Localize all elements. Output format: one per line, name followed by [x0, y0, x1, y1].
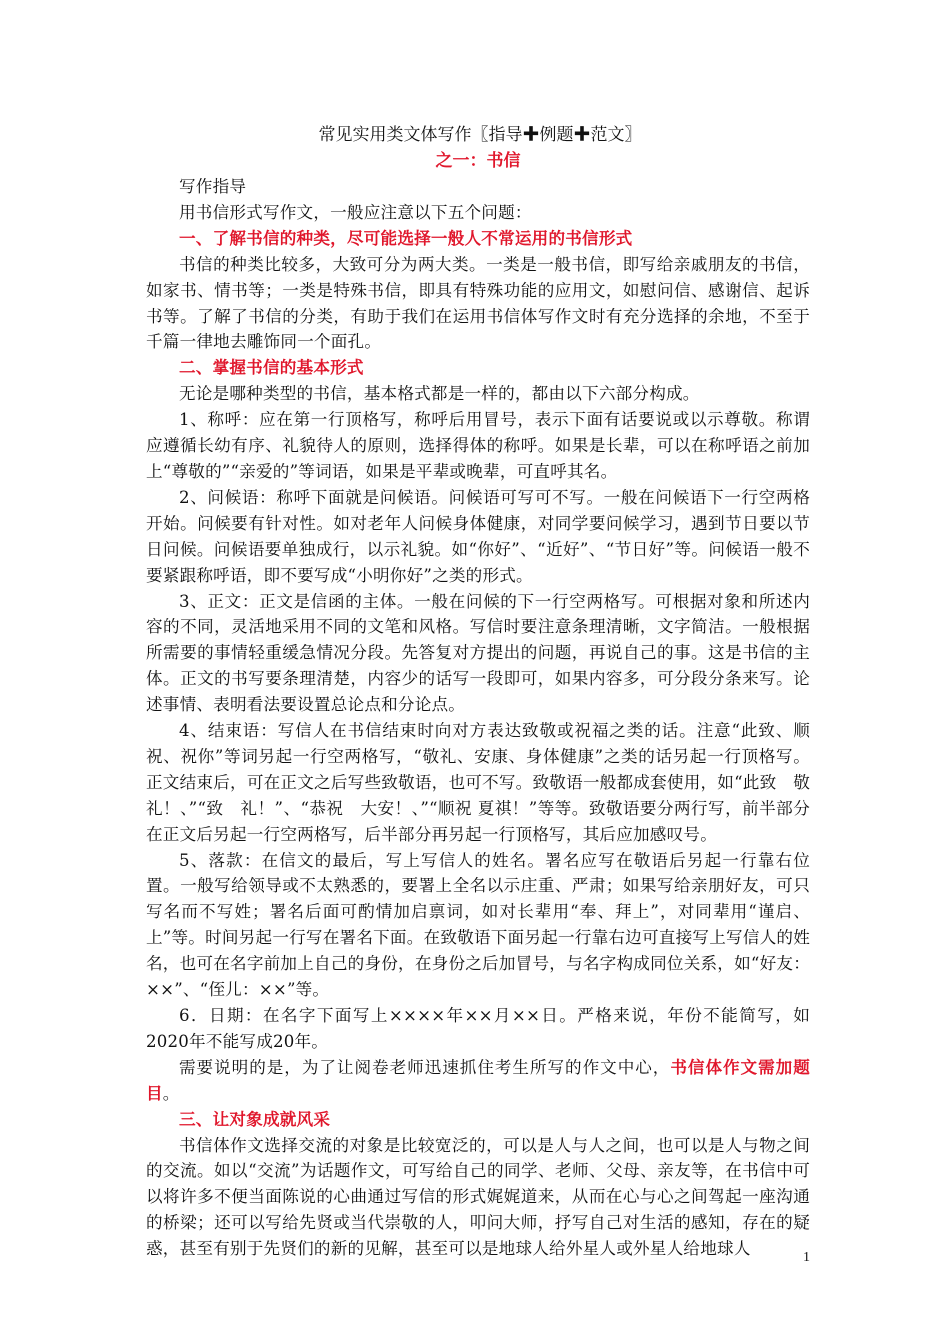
section-label: 写作指导: [179, 177, 247, 196]
paragraph-3: 书信体作文选择交流的对象是比较宽泛的，可以是人与人之间，也可以是人与物之间的交流。如以“交流”为话题作文，可写给自己的同学、老师、父母、亲友等，在书信中可以将许多不便当面陈说的心曲通过写信的形式娓娓道来，从而在心与心之间驾起一座沟通的桥梁；还可以写给先贤或当代崇敬的人，叩问大师，抒写自己对生活的感知，存在的疑惑，甚至有别于先贤们的新的见解，甚至可以是地球人给外星人或外星人给地球人: [146, 1135, 810, 1259]
note-text: 需要说明的是，为了让阅卷老师迅速抓住考生所写的作文中心，: [179, 1057, 671, 1077]
document-page: [146, 122, 810, 1262]
list-item-closing: 4、结束语：写信人在书信结束时向对方表达致敬或祝福之类的话。注意“此致、顺祝、祝你”等词另起一行空两格写，“敬礼、安康、身体健康”之类的话另起一行顶格写。正文结束后，可在正文之后写些致敬语，也可不写。致敬语一般都成套使用，如“此致 敬礼！、”“致 礼！”、“恭祝 大安！、”“顺祝 夏祺！”等等。致敬语要分两行写，前半部分在正文后另起一行空两格写，后半部分再另起一行顶格写，其后应加感叹号。: [146, 721, 810, 844]
page-number: 1: [803, 1250, 810, 1265]
list-item-greeting: 2、问候语：称呼下面就是问候语。问候语可写可不写。一般在问候语下一行空两格开始。问候要有针对性。如对老年人问候身体健康，对同学要问候学习，遇到节日要以节日问候。问候语要单独成行，以示礼貌。如“你好”、“近好”、“节日好”等。问候语一般不要紧跟称呼语，即不要写成“小明你好”之类的形式。: [146, 487, 810, 585]
intro-paragraph: 用书信形式写作文，一般应注意以下五个问题：: [179, 202, 532, 222]
paragraph-2: 无论是哪种类型的书信，基本格式都是一样的，都由以下六部分构成。: [179, 384, 700, 404]
note-end: 。: [162, 1083, 180, 1103]
list-item-date: 6．日期：在名字下面写上××××年××月××日。严格来说，年份不能简写，如2020年不能写成20年。: [146, 1006, 810, 1051]
paragraph-1: 书信的种类比较多，大致可分为两大类。一类是一般书信，即写给亲戚朋友的书信，如家书、情书等；一类是特殊书信，即具有特殊功能的应用文，如慰问信、感谢信、起诉书等。了解了书信的分类，有助于我们在运用书信体写作文时有充分选择的余地，不至于千篇一律地去雕饰同一个面孔。: [146, 254, 810, 352]
list-item-body: 3、正文：正文是信函的主体。一般在问候的下一行空两格写。可根据对象和所述内容的不同，灵活地采用不同的文笔和风格。写信时要注意条理清晰，文字简洁。一般根据所需要的事情轻重缓急情况分段。先答复对方提出的问题，再说自己的事。这是书信的主体。正文的书写要条理清楚，内容少的话写一段即可，如果内容多，可分段分条来写。论述事情、表明看法要设置总论点和分论点。: [146, 591, 810, 715]
document-title: 常见实用类文体写作〖指导✚例题✚范文〗: [318, 125, 642, 145]
list-item-signature: 5、落款：在信文的最后，写上写信人的姓名。署名应写在敬语后另起一行靠右位置。一般写给领导或不太熟悉的，要署上全名以示庄重、严肃；如果写给亲朋好友，可只写名而不写姓；署名后面可酌情加启禀词，如对长辈用“奉、拜上”，对同辈用“谨启、上”等。时间另起一行写在署名下面。在致敬语下面另起一行靠右边可直接写上写信人的姓名，也可在名字前加上自己的身份，在身份之后加冒号，与名字构成同位关系，如“好友：××”、“侄儿：××”等。: [146, 850, 810, 1000]
note-emphasis: 书信体作文需加题目: [146, 1056, 810, 1103]
list-item-salutation: 1、称呼：应在第一行顶格写，称呼后用冒号，表示下面有话要说或以示尊敬。称谓应遵循长幼有序、礼貌待人的原则，选择得体的称呼。如果是长辈，可以在称呼语之前加上“尊敬的”“亲爱的”等词语，如果是平辈或晚辈，可直呼其名。: [146, 410, 810, 481]
heading-1: 一、了解书信的种类，尽可能选择一般人不常运用的书信形式: [179, 227, 633, 248]
heading-3: 三、让对象成就风采: [179, 1108, 331, 1129]
heading-2: 二、掌握书信的基本形式: [179, 357, 364, 378]
note-paragraph: [146, 1055, 810, 1107]
document-subtitle: 之一：书信: [435, 151, 521, 171]
